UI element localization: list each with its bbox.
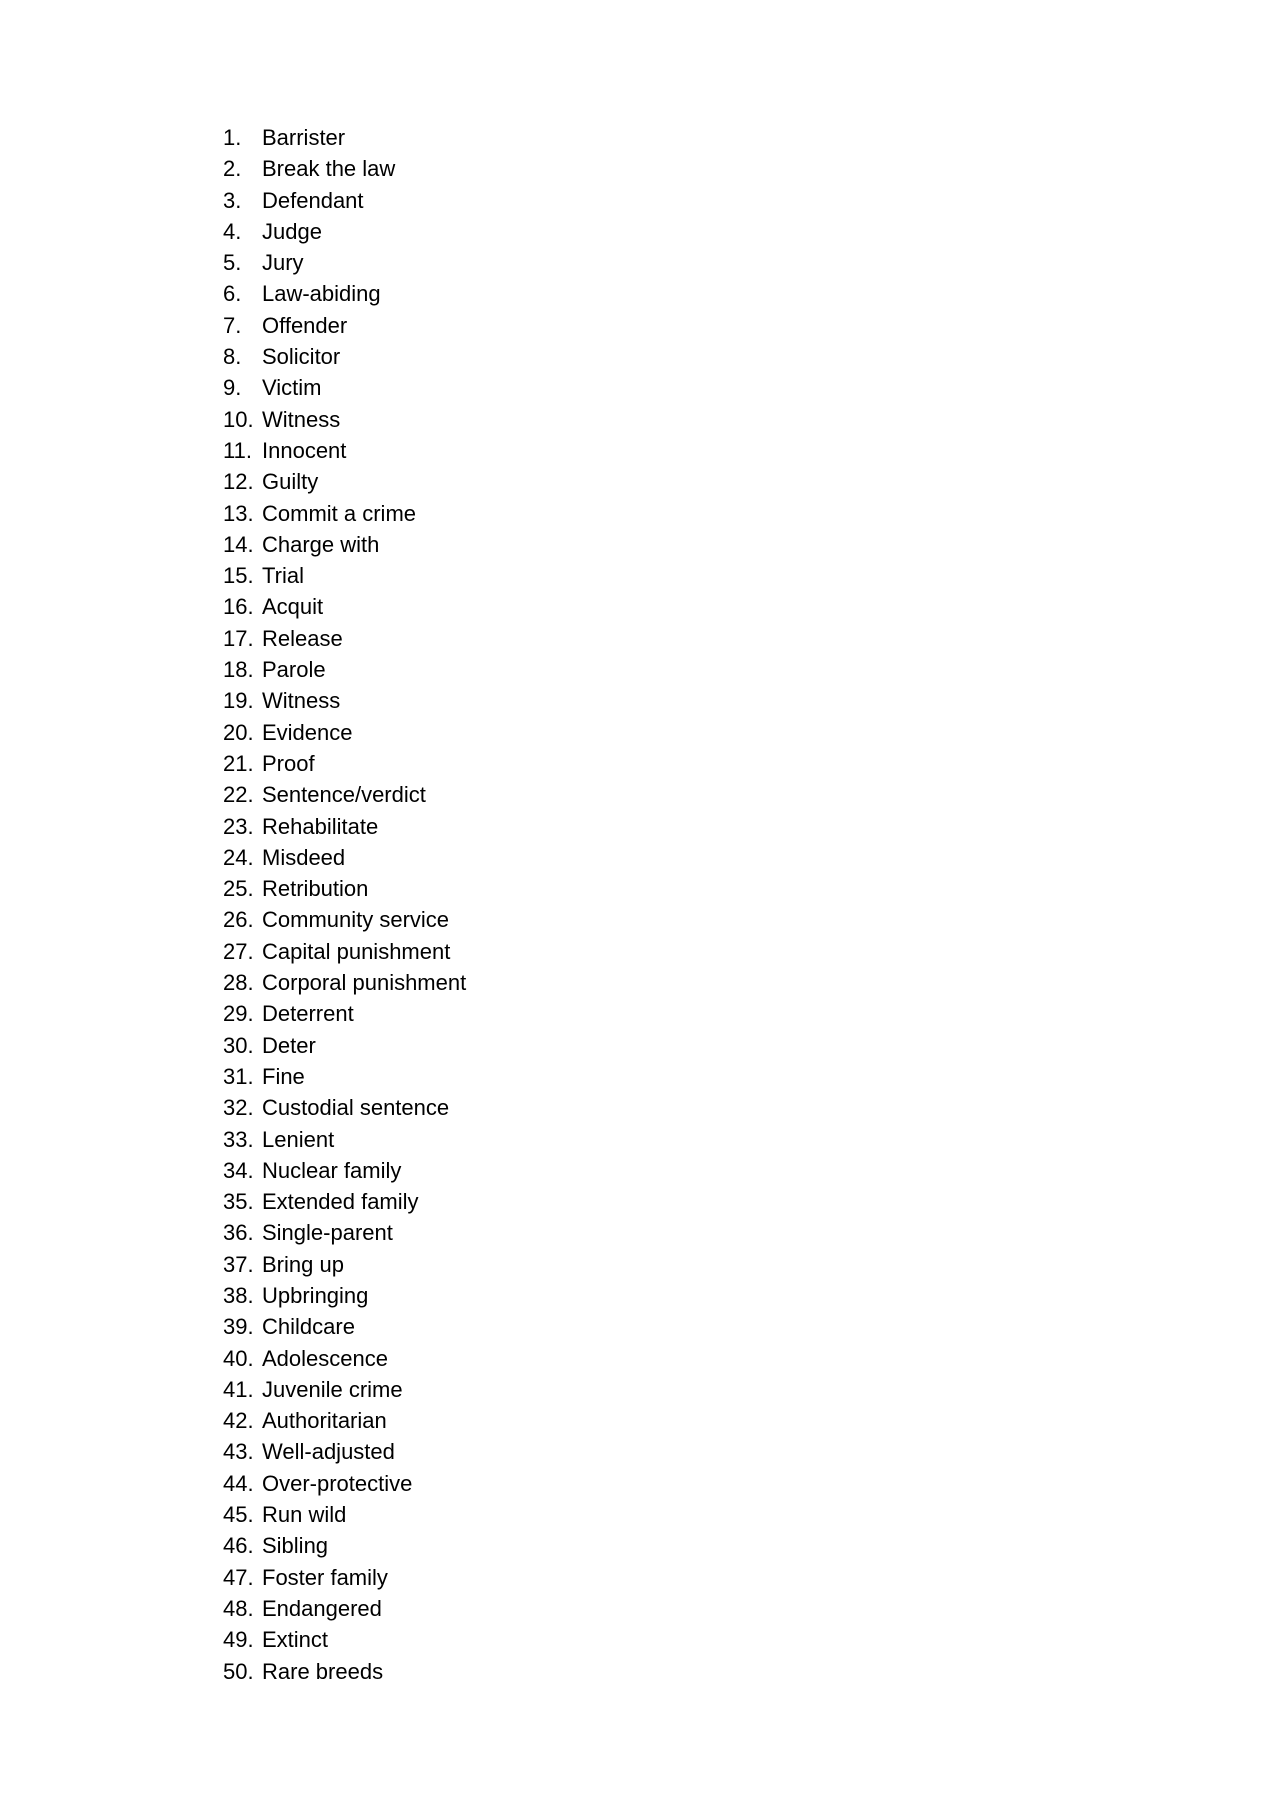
list-item-number: 8. [223, 344, 242, 370]
list-item [223, 529, 466, 560]
list-item-text: Release [262, 625, 343, 651]
list-item-text: Guilty [262, 469, 319, 495]
list-item-text: Endangered [262, 1595, 382, 1621]
list-item-number: 34. [223, 1157, 254, 1183]
list-item [223, 1468, 466, 1499]
list-item-number: 26. [223, 907, 254, 933]
list-item-number: 2. [223, 156, 242, 182]
list-item-text: Well-adjusted [262, 1439, 395, 1465]
list-item-text: Defendant [262, 187, 364, 213]
list-item [223, 591, 466, 622]
list-item-text: Custodial sentence [262, 1095, 450, 1121]
list-item-text: Innocent [262, 437, 347, 463]
list-item [223, 904, 466, 935]
list-item-number: 32. [223, 1095, 254, 1121]
list-item [223, 967, 466, 998]
list-item-text: Upbringing [262, 1282, 369, 1308]
list-item-text: Evidence [262, 719, 353, 745]
list-item-text: Sibling [262, 1533, 329, 1559]
list-item-text: Retribution [262, 876, 369, 902]
list-item-text: Rehabilitate [262, 813, 379, 839]
vocabulary-list [223, 122, 466, 1687]
list-item-number: 46. [223, 1533, 254, 1559]
list-item-text: Judge [262, 218, 322, 244]
list-item [223, 1343, 466, 1374]
list-item [223, 623, 466, 654]
list-item [223, 1061, 466, 1092]
list-item-text: Acquit [262, 594, 324, 620]
list-item-number: 35. [223, 1189, 254, 1215]
list-item-text: Adolescence [262, 1345, 388, 1371]
list-item-number: 36. [223, 1220, 254, 1246]
list-item-text: Single-parent [262, 1220, 393, 1246]
list-item-number: 44. [223, 1470, 254, 1496]
list-item-text: Deterrent [262, 1001, 354, 1027]
list-item [223, 1499, 466, 1530]
list-item-text: Jury [262, 250, 304, 276]
list-item [223, 1530, 466, 1561]
list-item [223, 1155, 466, 1186]
list-item-text: Foster family [262, 1564, 388, 1590]
list-item-number: 10. [223, 406, 254, 432]
list-item-text: Offender [262, 312, 348, 338]
list-item-text: Fine [262, 1063, 305, 1089]
list-item-text: Over-protective [262, 1470, 413, 1496]
list-item [223, 685, 466, 716]
list-item-number: 11. [223, 437, 252, 463]
list-item [223, 1280, 466, 1311]
list-item [223, 185, 466, 216]
list-item-number: 37. [223, 1251, 254, 1277]
list-item [223, 216, 466, 247]
list-item-text: Lenient [262, 1126, 335, 1152]
list-item-number: 25. [223, 876, 254, 902]
list-item [223, 560, 466, 591]
list-item [223, 1436, 466, 1467]
list-item-text: Law-abiding [262, 281, 381, 307]
list-item-text: Rare breeds [262, 1658, 384, 1684]
list-item [223, 404, 466, 435]
list-item-text: Authoritarian [262, 1408, 387, 1434]
list-item-number: 30. [223, 1032, 254, 1058]
list-item-number: 38. [223, 1282, 254, 1308]
list-item-number: 21. [223, 750, 254, 776]
list-item-text: Community service [262, 907, 450, 933]
list-item-text: Victim [262, 375, 322, 401]
list-item-text: Break the law [262, 156, 396, 182]
list-item [223, 811, 466, 842]
list-item-number: 39. [223, 1314, 254, 1340]
list-item [223, 717, 466, 748]
list-item-number: 17. [223, 625, 254, 651]
list-item-text: Childcare [262, 1314, 355, 1340]
list-item [223, 998, 466, 1029]
list-item-number: 47. [223, 1564, 254, 1590]
list-item-text: Sentence/verdict [262, 782, 426, 808]
list-item-number: 5. [223, 250, 242, 276]
list-item [223, 1249, 466, 1280]
list-item-text: Trial [262, 563, 304, 589]
list-item [223, 153, 466, 184]
list-item-number: 33. [223, 1126, 254, 1152]
list-item-number: 19. [223, 688, 254, 714]
list-item [223, 1186, 466, 1217]
list-item-number: 49. [223, 1627, 254, 1653]
list-item [223, 1311, 466, 1342]
list-item [223, 341, 466, 372]
list-item-number: 1. [223, 125, 242, 150]
list-item-text: Commit a crime [262, 500, 417, 526]
list-item-text: Run wild [262, 1502, 347, 1528]
list-item [223, 310, 466, 341]
list-item [223, 435, 466, 466]
list-item-text: Extinct [262, 1627, 329, 1653]
list-item-number: 14. [223, 531, 254, 557]
list-item [223, 1374, 466, 1405]
list-item [223, 498, 466, 529]
list-item [223, 466, 466, 497]
list-item-text: Charge with [262, 531, 380, 557]
list-item-number: 15. [223, 563, 254, 589]
list-item-number: 41. [223, 1376, 254, 1402]
list-item-text: Extended family [262, 1189, 419, 1215]
list-item-text: Corporal punishment [262, 970, 467, 996]
list-item-text: Witness [262, 406, 341, 432]
list-item [223, 779, 466, 810]
list-item [223, 842, 466, 873]
list-item-text: Parole [262, 657, 326, 683]
list-item [223, 748, 466, 779]
list-item-number: 43. [223, 1439, 254, 1465]
list-item-text: Capital punishment [262, 938, 451, 964]
list-item [223, 1593, 466, 1624]
list-item-text: Misdeed [262, 844, 346, 870]
list-item-number: 24. [223, 844, 254, 870]
list-item-number: 22. [223, 782, 254, 808]
list-item-number: 7. [223, 312, 242, 338]
list-item [223, 1124, 466, 1155]
list-item-number: 4. [223, 218, 242, 244]
list-item-number: 28. [223, 970, 254, 996]
list-item-number: 18. [223, 657, 254, 683]
list-item-number: 16. [223, 594, 254, 620]
list-item [223, 1092, 466, 1123]
list-item [223, 1217, 466, 1248]
list-item-text: Juvenile crime [262, 1376, 403, 1402]
list-item [223, 1405, 466, 1436]
list-item-number: 6. [223, 281, 242, 307]
list-item-text: Witness [262, 688, 341, 714]
list-item-number: 31. [223, 1063, 254, 1089]
list-item-text: Nuclear family [262, 1157, 402, 1183]
list-item [223, 654, 466, 685]
list-item-number: 20. [223, 719, 254, 745]
list-item-number: 3. [223, 187, 242, 213]
list-item [223, 1624, 466, 1655]
list-item-number: 13. [223, 500, 254, 526]
list-item [223, 372, 466, 403]
list-item [223, 122, 466, 153]
list-item-number: 50. [223, 1658, 254, 1684]
list-item [223, 1656, 466, 1687]
list-item [223, 936, 466, 967]
list-item-number: 23. [223, 813, 254, 839]
list-item-number: 42. [223, 1408, 254, 1434]
list-item-number: 27. [223, 938, 254, 964]
list-item-number: 48. [223, 1595, 254, 1621]
list-item-text: Deter [262, 1032, 316, 1058]
list-item-text: Solicitor [262, 344, 341, 370]
list-item [223, 247, 466, 278]
list-item-number: 9. [223, 375, 242, 401]
list-item-number: 29. [223, 1001, 254, 1027]
list-item-number: 45. [223, 1502, 254, 1528]
list-item [223, 1030, 466, 1061]
list-item-number: 40. [223, 1345, 254, 1371]
list-item [223, 873, 466, 904]
list-item-text: Barrister [262, 125, 346, 150]
list-item [223, 278, 466, 309]
list-item [223, 1562, 466, 1593]
list-item-number: 12. [223, 469, 254, 495]
list-item-text: Bring up [262, 1251, 344, 1277]
list-item-text: Proof [262, 750, 315, 776]
